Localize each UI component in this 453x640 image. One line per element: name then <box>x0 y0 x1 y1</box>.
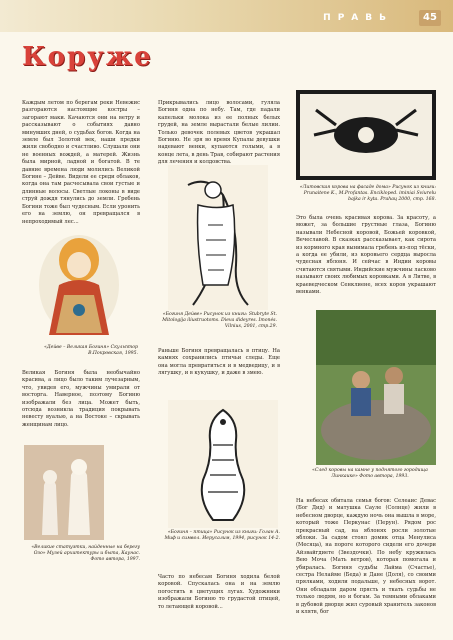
article-title: Коруже <box>22 42 153 72</box>
deive-goddess-image <box>168 165 268 310</box>
caption-doll: «Дейве – Великая Богиня» Скульптор В.Покровская, 1995. <box>44 345 138 356</box>
col3-paragraph-1: Это была очень красивая корова. За красоту, а может, за большие грустные глаза, Богиню называли Небесной коровой, Божьей коровкой, Вечеславой. В сказках рассказывает, как сирота из кормного края вынимала гребень из-под тёски, а когда ее убили, из коровьего сердца выросла чудесная яблоня. И сейчас в Индии коровы считаются святыми. Индийские мужчины ласково называют своих любимых коровками. А в Литве, в краеведческом Сенклиене, всех коров украшают венками. <box>296 215 436 296</box>
bird-goddess-image <box>168 400 278 528</box>
col2-paragraph-2: Раньше Богиня превращалась в птицу. На камнях сохранились птичьи следы. Еще она могла превратиться и в медведицу, и в лягушку, и в кукушку, и даже в змею. <box>158 348 280 377</box>
lithuanian-cow-drawing <box>296 90 436 180</box>
col3-paragraph-2: На небесах обитала семья богов: Селеаис Девас (Бог Дид) и матушка Сауле (Солнце) жили в небесном дворце, каждую ночь она вышла в море, который тоже Перкунас (Перун). Рядом рос прекрасный сад, на яблонях росли золотые яблоки. За садом стоял домик отца Менулиса (Месяца), на пороге которого сидели его дочери Айзвайгдиете (Звездочки). По небу кружилась Вею Моча (Мать ветров), которая помогала и убиралась. Богиня судьбы Лайма (Счастье), сестра Нелайме (Беда) и Дане (Доля), со своими прялками, ходили подальше, у небесных ворот. Они обладали даром прясть и ткать судьбы не только людям, но и богам. За темными облаками в дубовой дворце жил суровый хранитель законов и клятв, бог <box>296 498 436 616</box>
figurines-photo <box>24 445 104 540</box>
caption-children: «След коровы на камне у поднятого городища Линкаике» Фото автора, 1993. <box>312 468 428 479</box>
caption-bird: «Богиня – птица» Рисунок из книги: Голан А. Миф и символ. Иерусалим, 1994, рисунок 14-2. <box>164 530 280 541</box>
goddess-doll-image <box>24 225 134 340</box>
col1-paragraph-1: Каждым летом по берегам реки Невежис разгораются настоящие костры – загорают маки. Качаются они на ветру и рассказывают о событиях давно минувших дней, о судьбах богов. Когда на земле был Золотой век, наши предки жили свободно и счастливо. Слушали они не военных вождей, а матерей. Жизнь была мирной, ладной и богатой. В те давние времена люди молились Великой Богине – Дейве. Видели ее среди облаков, когда она там расчесывала свои густые и длинные волосы. Светлые локоны в виде струй дождя тянулись до земли. Гребень Богини тоже был чудесным. Если уронить его на землю, он превращался в непроходимый лес... <box>22 100 140 225</box>
children-photo <box>316 310 436 465</box>
col2-paragraph-1: Прикрывались лицо волосами, гуляла Богиня одна по небу. Там, где падали капельки молока из ее полных белых грудей, на земле вырастали белые лилии. Только девочек полевых цветов украшал Богиню. Не зря во время Купалы девушки надевают венки, купаются голыми, а в конце лета, в день Трав, собирают растения для лечения и колдовства. <box>158 100 280 166</box>
caption-deive: «Богиня Дейве» Рисунок из книги: Stubryte St. Mitologija iliustruotoms. Dieva dideyres. Imonės. Vilnius, 2001, стр.29. <box>162 312 277 329</box>
caption-figurines: «Великие статуэтки, найденные на берегу Озо» Музей архитектуры и быта, Каунас. Фото автора, 1997. <box>31 545 140 562</box>
col1-paragraph-2: Великая Богиня была необычайно красива, а лицо было таким лучезарным, что, увидев его, мужчины умирали от восторга. Наверное, поэтому Богиню изображали без лица. Может быть, отсюда возникла традиция покрывать невесту вуалью, а на Востоке – скрывать женщинам лицо. <box>22 370 140 428</box>
caption-cow: «Литовская корова на фасаде дома» Рисунок из книги: Prunaitene K., M.Profantas. Encikloped. iminiai Sviurelu bajka ir kyta. Prahaų 2000, стр. 168. <box>299 185 436 202</box>
section-title: ПРАВЬ <box>323 13 393 23</box>
col2-paragraph-3: Часто по небесам Богиня ходила белой коровой. Спускалась она и на землю погостить в цветущих лугах. Художники изображали Богиню то грудастой птицей, то летающей коровой... <box>158 574 280 610</box>
page-number: 45 <box>419 10 441 26</box>
